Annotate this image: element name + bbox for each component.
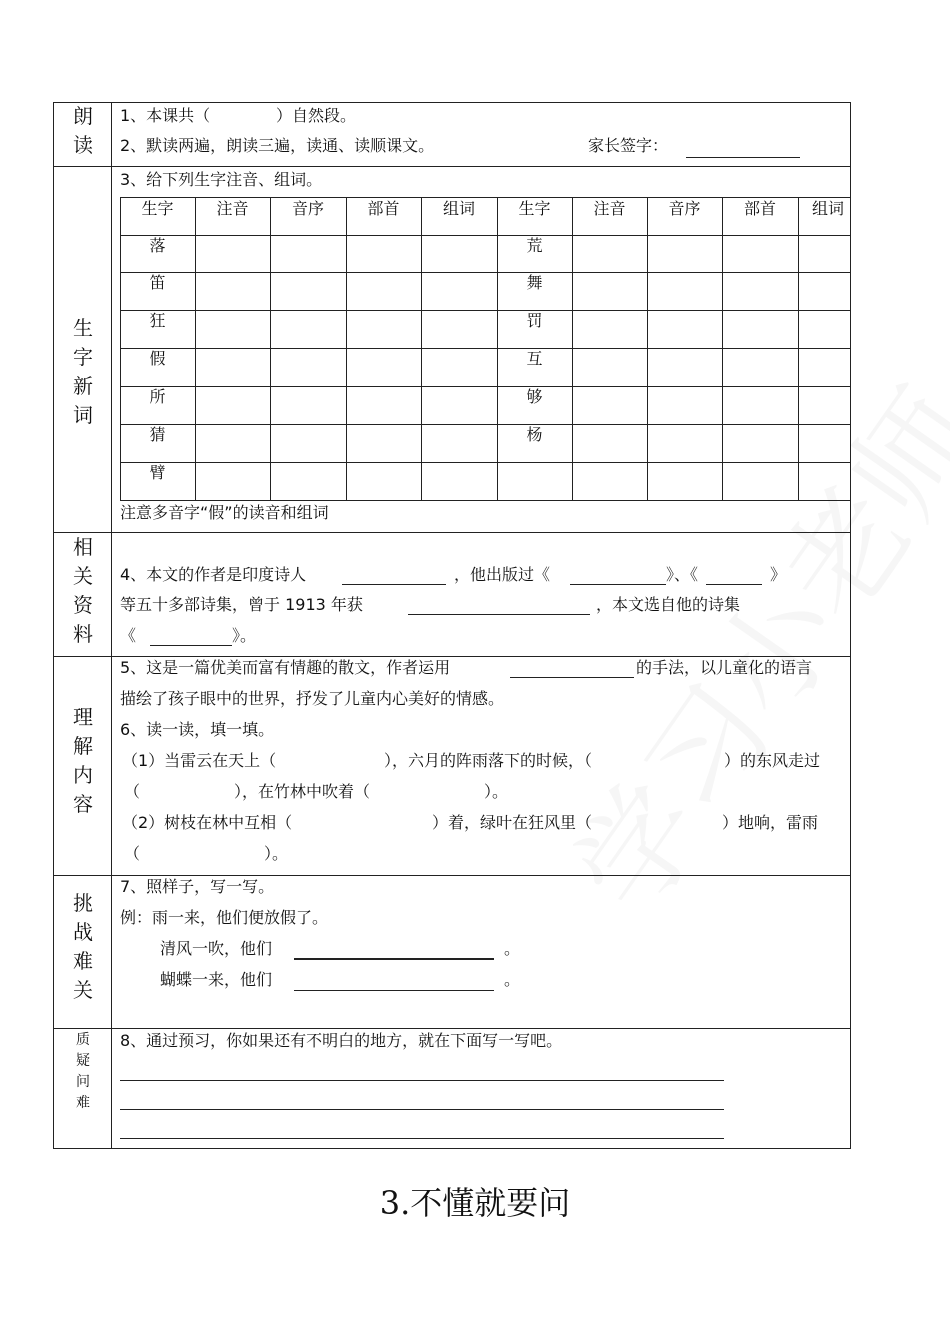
signature-label: 家长签字：	[588, 136, 669, 155]
section-label-materials: 相关资料	[73, 535, 93, 646]
section-label-reading: 朗读	[73, 104, 93, 157]
grid-line	[120, 272, 851, 273]
section-label-challenge: 挑战难关	[73, 891, 93, 1002]
q5-part-c: 描绘了孩子眼中的世界，抒发了儿童内心美好的情感。	[120, 689, 505, 708]
grid-line	[850, 197, 851, 501]
table-cell-char: 荒	[526, 236, 543, 255]
table-header: 注音	[216, 199, 249, 218]
grid-line	[647, 197, 648, 501]
technique-blank[interactable]	[510, 677, 634, 678]
book1-blank[interactable]	[570, 584, 666, 585]
practice-line-2-blank[interactable]	[294, 990, 494, 991]
table-cell-char: 互	[526, 349, 543, 368]
practice-line-1-label: 清风一吹，他们	[160, 939, 273, 958]
table-header: 部首	[743, 199, 776, 218]
s1-part-f: ）。	[484, 782, 509, 801]
grid-line	[120, 197, 851, 198]
table-cell-char: 罚	[526, 311, 543, 330]
table-cell-char: 杨	[526, 425, 543, 444]
q7-text: 7、照样子，写一写。	[120, 877, 275, 896]
row-divider	[53, 1028, 851, 1029]
q4-part-h: 》。	[232, 626, 257, 645]
table-border-bottom	[53, 1148, 851, 1149]
polyphone-note: 注意多音字“假”的读音和组词	[120, 503, 329, 522]
grid-line	[120, 424, 851, 425]
grid-line	[120, 500, 851, 501]
s2-part-c: ）地响，雷雨	[722, 813, 819, 832]
grid-line	[120, 462, 851, 463]
q2-text: 2、默读两遍，朗读三遍，读通、读顺课文。	[120, 136, 435, 155]
table-cell-char: 假	[149, 349, 166, 368]
table-header: 生字	[141, 199, 174, 218]
book2-blank[interactable]	[706, 584, 762, 585]
grid-line	[572, 197, 573, 501]
signature-blank[interactable]	[686, 157, 800, 158]
practice-line-1-period: 。	[504, 939, 521, 958]
q1-suffix: ）自然段。	[276, 106, 357, 125]
table-border-top	[53, 102, 851, 103]
q4-part-a: 4、本文的作者是印度诗人	[120, 565, 307, 584]
q8-text: 8、通过预习，你如果还有不明白的地方，就在下面写一写吧。	[120, 1031, 563, 1050]
grid-line	[120, 310, 851, 311]
row-divider	[53, 875, 851, 876]
s2-part-b: ）着，绿叶在狂风里（	[432, 813, 593, 832]
answer-line[interactable]	[120, 1109, 724, 1110]
table-cell-char: 舞	[526, 273, 543, 292]
practice-line-2-label: 蝴蝶一来，他们	[160, 970, 273, 989]
grid-line	[346, 197, 347, 501]
practice-line-1-blank[interactable]	[294, 958, 494, 960]
table-cell-char: 落	[149, 236, 166, 255]
watermark	[527, 351, 950, 941]
q1-prefix: 1、本课共（	[120, 106, 211, 125]
s2-part-d: （	[124, 844, 141, 863]
practice-line-2-period: 。	[504, 970, 521, 989]
s1-part-a: （1）当雷云在天上（	[122, 751, 277, 770]
q4-part-b: ，他出版过《	[454, 565, 551, 584]
q4-part-g: 《	[120, 626, 137, 645]
s2-part-e: ）。	[264, 844, 289, 863]
label-column-divider	[111, 102, 112, 1149]
table-header: 音序	[668, 199, 701, 218]
answer-line[interactable]	[120, 1138, 724, 1139]
q6-text: 6、读一读，填一填。	[120, 720, 275, 739]
grid-line	[798, 197, 799, 501]
grid-line	[120, 235, 851, 236]
table-header: 注音	[593, 199, 626, 218]
answer-line[interactable]	[120, 1080, 724, 1081]
q4-part-f: ，本文选自他的诗集	[596, 595, 741, 614]
table-header: 生字	[518, 199, 551, 218]
grid-line	[120, 348, 851, 349]
grid-line	[120, 386, 851, 387]
lesson-title: 3.不懂就要问	[379, 1184, 571, 1222]
s1-part-d: （	[124, 782, 141, 801]
q4-part-c: 》、《	[666, 565, 699, 584]
award-blank[interactable]	[408, 614, 590, 615]
grid-line	[270, 197, 271, 501]
table-header: 部首	[367, 199, 400, 218]
table-cell-char: 狂	[149, 311, 166, 330]
collection-blank[interactable]	[150, 645, 232, 646]
q4-part-d: 》	[770, 565, 787, 584]
s2-part-a: （2）树枝在林中互相（	[122, 813, 293, 832]
s1-part-b: ），六月的阵雨落下的时候，（	[384, 751, 593, 770]
q4-part-e: 等五十多部诗集，曾于 1913 年获	[120, 595, 363, 614]
s1-part-e: ），在竹林中吹着（	[234, 782, 371, 801]
grid-line	[421, 197, 422, 501]
table-cell-char: 笛	[149, 273, 166, 292]
q3-text: 3、给下列生字注音、组词。	[120, 170, 323, 189]
section-label-understanding: 理解内容	[73, 705, 93, 816]
grid-line	[195, 197, 196, 501]
table-header: 组词	[811, 199, 844, 218]
row-divider	[53, 532, 851, 533]
table-cell-char: 所	[149, 387, 166, 406]
grid-line	[722, 197, 723, 501]
section-label-new-words: 生字新词	[73, 316, 93, 427]
q5-part-a: 5、这是一篇优美而富有情趣的散文，作者运用	[120, 658, 451, 677]
q5-part-b: 的手法，以儿童化的语言	[636, 658, 813, 677]
table-header: 组词	[442, 199, 475, 218]
section-label-questions: 质疑问难	[76, 1032, 90, 1111]
poet-name-blank[interactable]	[342, 584, 446, 585]
table-header: 音序	[291, 199, 324, 218]
table-border-left	[53, 102, 54, 1149]
table-cell-char: 猜	[149, 425, 166, 444]
table-cell-char: 够	[526, 387, 543, 406]
row-divider	[53, 166, 851, 167]
s1-part-c: ）的东风走过	[724, 751, 821, 770]
example-sentence: 例：雨一来，他们便放假了。	[120, 908, 329, 927]
table-cell-char: 臂	[149, 463, 166, 482]
row-divider	[53, 656, 851, 657]
